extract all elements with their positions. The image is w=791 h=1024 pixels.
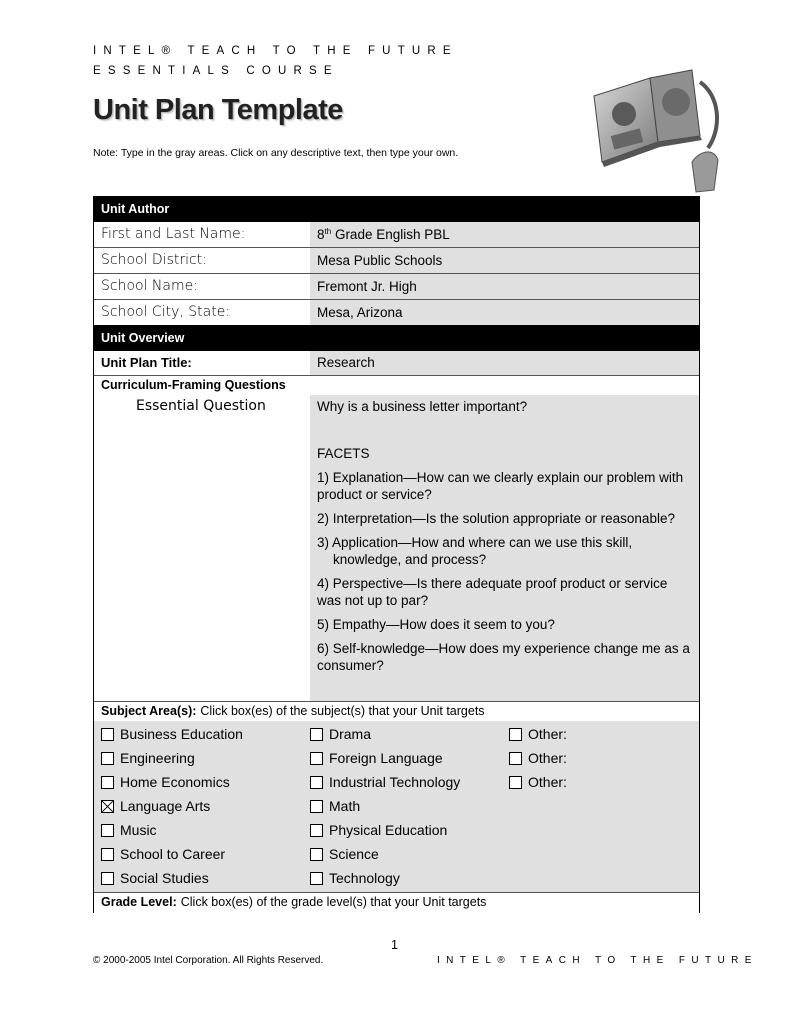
facet-item: 4) Perspective—Is there adequate proof product or service was not up to par?	[317, 576, 668, 608]
facet-item: 2) Interpretation—Is the solution appropriate or reasonable?	[317, 511, 675, 526]
subject-label: Industrial Technology	[329, 774, 461, 790]
author-name-row	[94, 222, 699, 248]
checkbox-icon[interactable]	[509, 728, 522, 741]
brand-line-1: INTEL® TEACH TO THE FUTURE	[93, 45, 458, 57]
facet-item: 6) Self-knowledge—How does my experience change me as a consumer?	[317, 641, 690, 673]
checkbox-icon[interactable]	[101, 824, 114, 837]
school-name-row	[94, 274, 699, 300]
subject-checkbox[interactable]	[101, 866, 310, 890]
facets-heading: FACETS	[317, 446, 370, 461]
grade-level-label: Grade Level:	[101, 895, 177, 909]
subject-checkbox[interactable]	[101, 746, 310, 770]
instruction-note: Note: Type in the gray areas. Click on any descriptive text, then type your own.	[93, 147, 459, 159]
subject-area-label: Subject Area(s):	[101, 704, 197, 718]
checkbox-icon[interactable]	[310, 800, 323, 813]
checkbox-icon[interactable]	[101, 728, 114, 741]
subject-area-instruction: Click box(es) of the subject(s) that your Unit targets	[200, 704, 485, 718]
grade-level-heading	[94, 893, 699, 913]
brand-line-2: ESSENTIALS COURSE	[93, 65, 339, 77]
facet-item: 5) Empathy—How does it seem to you?	[317, 617, 555, 632]
author-name-value-rest: Grade English PBL	[331, 227, 450, 242]
subject-label: Drama	[329, 726, 372, 742]
checkbox-icon[interactable]	[509, 752, 522, 765]
subject-checkbox[interactable]	[101, 842, 310, 866]
subject-label: Foreign Language	[329, 750, 443, 766]
subject-label: Engineering	[120, 750, 195, 766]
essential-question-label: Essential Question	[136, 398, 266, 414]
subject-label: Other:	[528, 726, 567, 742]
other-checkbox[interactable]	[509, 770, 699, 794]
subject-label: Technology	[329, 870, 400, 886]
curriculum-framing-heading: Curriculum-Framing Questions	[101, 378, 286, 392]
school-district-row	[94, 248, 699, 274]
author-name-superscript: th	[324, 227, 332, 236]
subject-area-checkboxes	[94, 721, 699, 893]
school-district-field[interactable]: Mesa Public Schools	[310, 248, 699, 273]
subject-checkbox[interactable]	[310, 866, 509, 890]
subject-label: Science	[329, 846, 379, 862]
subject-checkbox[interactable]	[101, 794, 310, 818]
school-city-label: School City, State:	[101, 304, 231, 320]
grade-level-instruction: Click box(es) of the grade level(s) that your Unit targets	[180, 895, 487, 909]
page-title: Unit Plan Template	[93, 94, 343, 126]
subject-checkbox[interactable]	[101, 722, 310, 746]
subject-checkbox[interactable]	[310, 722, 509, 746]
school-district-label: School District:	[101, 252, 207, 268]
checkbox-icon[interactable]	[101, 752, 114, 765]
subject-checkbox[interactable]	[310, 818, 509, 842]
essential-question-text: Why is a business letter important?	[317, 399, 528, 414]
unit-plan-title-field[interactable]: Research	[310, 351, 699, 375]
other-checkbox[interactable]	[509, 746, 699, 770]
subject-checkbox[interactable]	[310, 746, 509, 770]
unit-plan-table	[93, 196, 700, 913]
subject-column-2	[310, 722, 509, 890]
checkbox-icon[interactable]	[310, 776, 323, 789]
school-city-field[interactable]: Mesa, Arizona	[310, 300, 699, 325]
other-checkbox[interactable]	[509, 722, 699, 746]
subject-checkbox[interactable]	[101, 818, 310, 842]
checkbox-icon[interactable]	[101, 776, 114, 789]
checkbox-icon[interactable]	[101, 872, 114, 885]
essential-question-field[interactable]	[310, 395, 699, 701]
unit-overview-heading: Unit Overview	[94, 325, 699, 351]
subject-label: Physical Education	[329, 822, 448, 838]
subject-checkbox[interactable]	[310, 842, 509, 866]
essential-question-row	[94, 395, 699, 702]
unit-author-heading: Unit Author	[94, 196, 699, 222]
subject-label: Social Studies	[120, 870, 209, 886]
subject-label: Other:	[528, 774, 567, 790]
facet-item: 1) Explanation—How can we clearly explain our problem with product or service?	[317, 470, 684, 502]
unit-plan-title-label: Unit Plan Title:	[101, 355, 192, 370]
subject-checkbox[interactable]	[310, 770, 509, 794]
checkbox-icon[interactable]	[509, 776, 522, 789]
subject-label: Music	[120, 822, 157, 838]
checkbox-icon[interactable]	[310, 728, 323, 741]
subject-checkbox[interactable]	[101, 770, 310, 794]
subject-label: School to Career	[120, 846, 226, 862]
subject-label: Language Arts	[120, 798, 211, 814]
checked-checkbox-icon[interactable]	[101, 800, 114, 813]
author-name-label: First and Last Name:	[101, 226, 246, 242]
author-name-field[interactable]	[310, 222, 699, 247]
checkbox-icon[interactable]	[101, 848, 114, 861]
copyright-notice: © 2000-2005 Intel Corporation. All Rights Reserved.	[93, 955, 324, 966]
school-name-field[interactable]: Fremont Jr. High	[310, 274, 699, 299]
checkbox-icon[interactable]	[310, 872, 323, 885]
checkbox-icon[interactable]	[310, 824, 323, 837]
checkbox-icon[interactable]	[310, 848, 323, 861]
subject-label: Business Education	[120, 726, 243, 742]
subject-label: Math	[329, 798, 361, 814]
footer-brand: INTEL® TEACH TO THE FUTURE	[437, 955, 758, 966]
subject-column-1	[101, 722, 310, 890]
checkbox-icon[interactable]	[310, 752, 323, 765]
book-illustration-icon	[588, 66, 728, 194]
subject-checkbox[interactable]	[310, 794, 509, 818]
subject-area-heading	[94, 702, 699, 721]
author-name-value: 8	[317, 227, 325, 242]
unit-plan-title-row	[94, 351, 699, 376]
subject-label: Other:	[528, 750, 567, 766]
subject-column-3	[509, 722, 699, 890]
facet-item-continued: knowledge, and process?	[333, 552, 487, 567]
facet-item: 3) Application—How and where can we use this skill,	[317, 535, 633, 550]
school-name-label: School Name:	[101, 278, 198, 294]
subject-label: Home Economics	[120, 774, 230, 790]
page-number: 1	[391, 938, 398, 952]
school-city-row	[94, 300, 699, 325]
